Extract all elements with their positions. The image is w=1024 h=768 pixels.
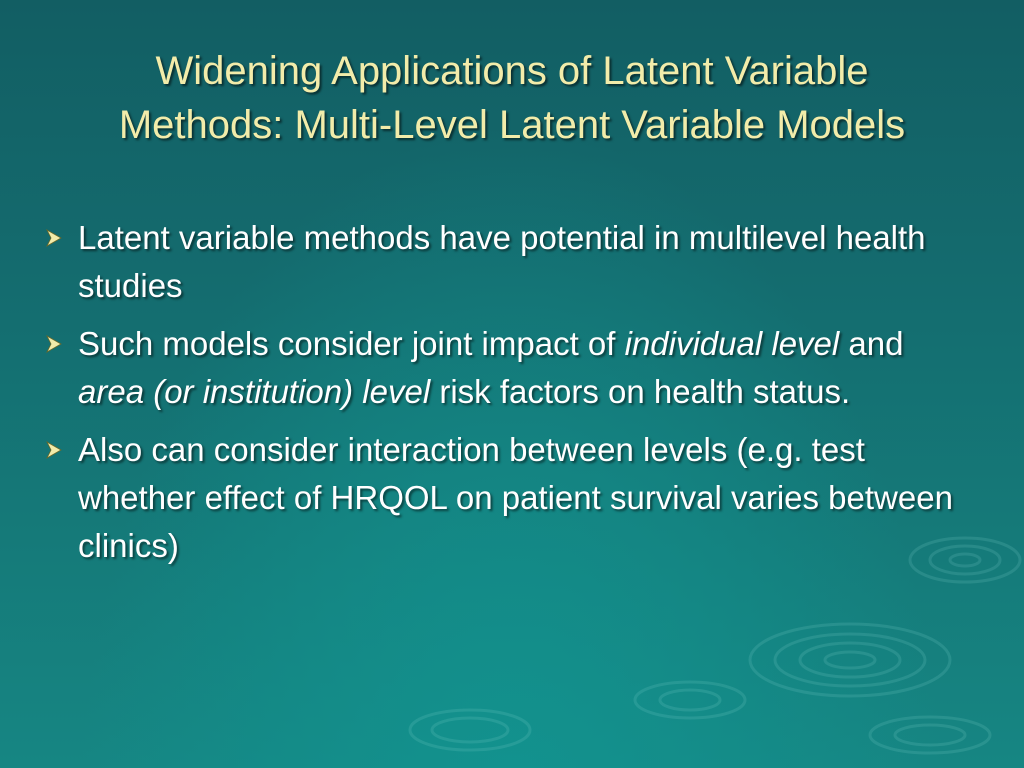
bullet-item [40, 426, 960, 570]
bullet-item [40, 214, 960, 310]
bullet-list [40, 214, 960, 580]
slide-title [40, 44, 984, 152]
bullet-emphasis: individual level [624, 325, 840, 362]
bullet-item [40, 320, 960, 416]
bullet-text: risk factors on health status. [430, 373, 851, 410]
bullet-text: and [839, 325, 904, 362]
bullet-text: Also can consider interaction between levels (e.g. test whether effect of HRQOL on patient survival varies between clinics) [78, 431, 953, 564]
title-line-1: Widening Applications of Latent Variable [155, 49, 869, 93]
bullet-text: Such models consider joint impact of [78, 325, 625, 362]
title-line-2: Methods: Multi-Level Latent Variable Models [118, 103, 906, 147]
arrowhead-icon [44, 440, 64, 460]
arrowhead-icon [44, 334, 64, 354]
bullet-emphasis: area (or institution) level [78, 373, 431, 410]
arrowhead-icon [44, 228, 64, 248]
bullet-text: Latent variable methods have potential in multilevel health studies [78, 219, 926, 304]
